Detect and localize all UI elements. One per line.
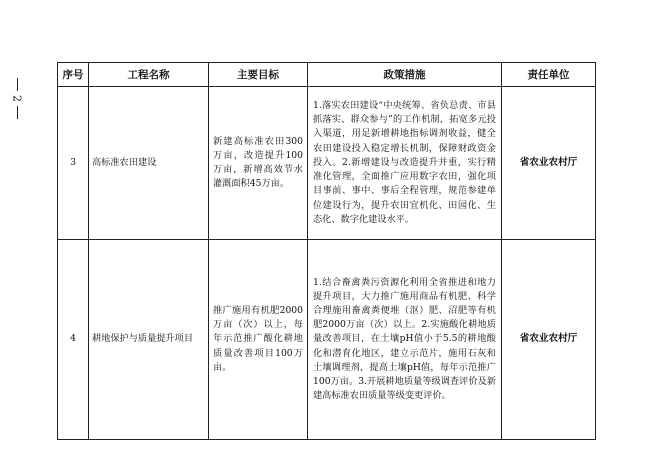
header-name: 工程名称	[89, 63, 209, 87]
table-row	[58, 240, 596, 440]
row-number: 3	[58, 87, 89, 240]
main-goal: 新建高标准农田300万亩，改造提升100万亩，新增高效节水灌溉面积45万亩。	[209, 87, 308, 240]
header-goal: 主要目标	[209, 63, 308, 87]
table-header-row	[58, 63, 596, 87]
row-number: 4	[58, 240, 89, 440]
header-measures: 政策措施	[308, 63, 502, 87]
policy-measures: 1.落实农田建设“中央统筹、省负总责、市县抓落实、群众参与”的工作机制，拓宽多元投入渠道，用足新增耕地指标调剂收益，健全农田建设投入稳定增长机制，保障财政资金投入。2.新增建设与改造提升并重，实行精准化管理，全面推广应用数字农田，强化项目事前、事中、事后全程管理，规范参建单位建设行为，提升农田宜机化、田园化、生态化、数字化建设水平。	[308, 87, 502, 240]
policy-measures: 1.结合畜禽粪污资源化利用全省推进和地力提升项目，大力推广施用商品有机肥、科学合理施用畜禽粪便堆（沤）肥、沼肥等有机肥2000万亩（次）以上。2.实施酸化耕地质量改善项目，在土壤pH值小于5.5的耕地酸化和潜育化地区，建立示范片，施用石灰和土壤调理剂，提高土壤pH值，每年示范推广100万亩。3.开展耕地质量等级调查评价及新建高标准农田质量等级变更评价。	[308, 240, 502, 440]
responsible-unit: 省农业农村厅	[502, 87, 596, 240]
project-name: 耕地保护与质量提升项目	[89, 240, 209, 440]
page-number-dash-bottom	[17, 106, 18, 119]
responsible-unit: 省农业农村厅	[502, 240, 596, 440]
project-table	[57, 62, 596, 440]
main-goal: 推广施用有机肥2000万亩（次）以上，每年示范推广酸化耕地质量改善项目100万亩。	[209, 240, 308, 440]
header-no: 序号	[58, 63, 89, 87]
page-number-dash-top	[17, 78, 18, 91]
page-number-marker	[8, 78, 26, 119]
page-number: 2	[10, 95, 24, 102]
project-name: 高标准农田建设	[89, 87, 209, 240]
table-row	[58, 87, 596, 240]
header-unit: 责任单位	[502, 63, 596, 87]
